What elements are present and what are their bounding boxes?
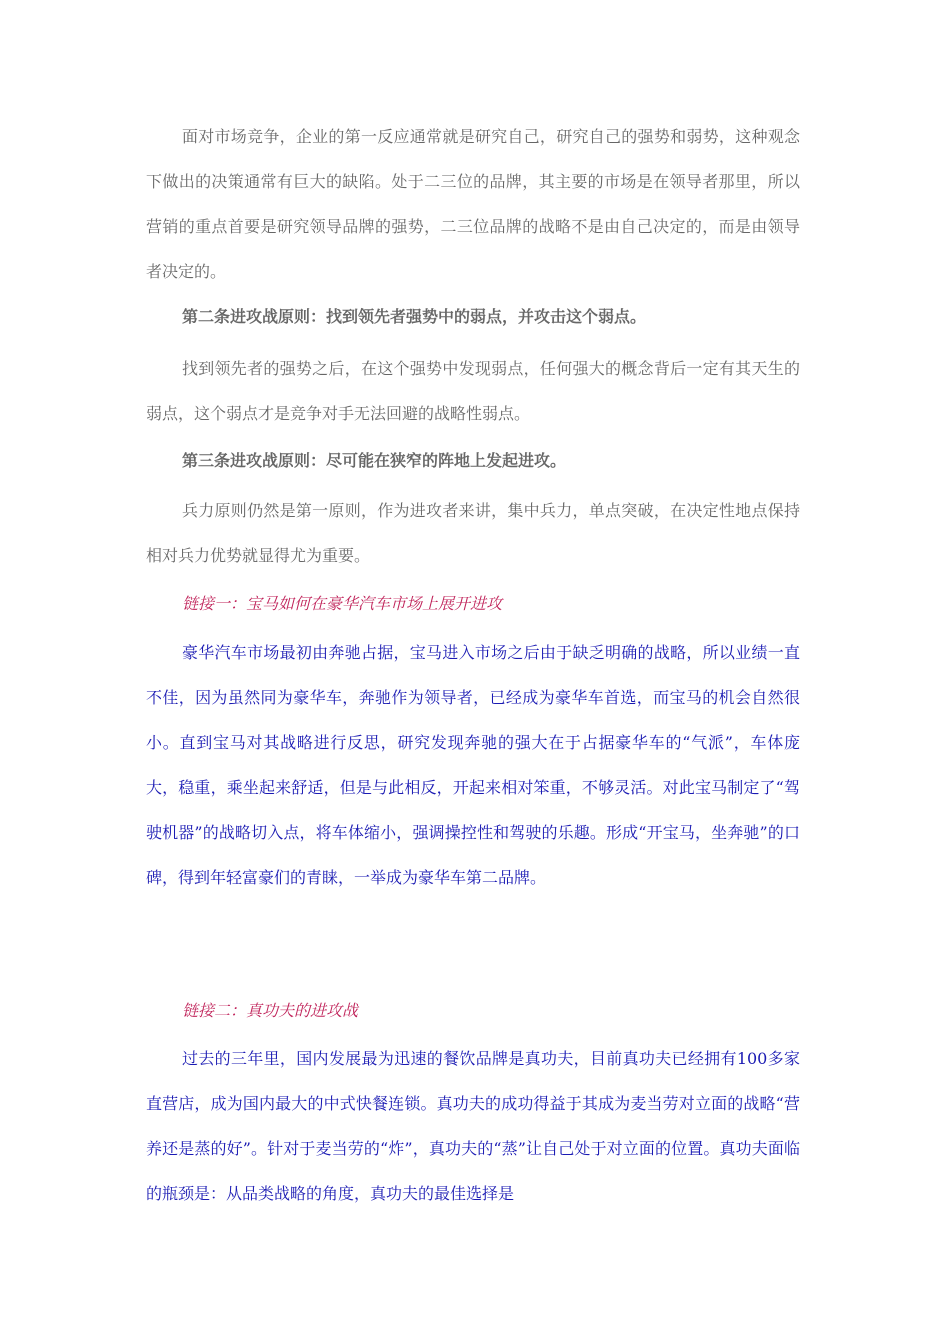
link2-body: 过去的三年里，国内发展最为迅速的餐饮品牌是真功夫，目前真功夫已经拥有100多家直营店，成为国内最大的中式快餐连锁。真功夫的成功得益于其成为麦当劳对立面的战略“营养还是蒸的好”。针对于麦当劳的“炸”，真功夫的“蒸”让自己处于对立面的位置。真功夫面临的瓶颈是：从品类战略的角度，真功夫的最佳选择是 [146, 1049, 800, 1203]
paragraph-find-weakness: 找到领先者的强势之后，在这个强势中发现弱点，任何强大的概念背后一定有其天生的弱点，这个弱点才是竞争对手无法回避的战略性弱点。 [146, 359, 800, 423]
link1-body: 豪华汽车市场最初由奔驰占据，宝马进入市场之后由于缺乏明确的战略，所以业绩一直不佳，因为虽然同为豪华车，奔驰作为领导者，已经成为豪华车首选，而宝马的机会自然很小。直到宝马对其战略进行反思，研究发现奔驰的强大在于占据豪华车的“气派”，车体庞大，稳重，乘坐起来舒适，但是与此相反，开起来相对笨重，不够灵活。对此宝马制定了“驾驶机器”的战略切入点，将车体缩小，强调操控性和驾驶的乐趣。形成“开宝马，坐奔驰”的口碑，得到年轻富豪们的青睐，一举成为豪华车第二品牌。 [146, 643, 800, 887]
link1-title: 链接一：宝马如何在豪华汽车市场上展开进攻 [182, 594, 503, 613]
paragraph-market-competition: 面对市场竞争，企业的第一反应通常就是研究自己，研究自己的强势和弱势，这种观念下做出的决策通常有巨大的缺陷。处于二三位的品牌，其主要的市场是在领导者那里，所以营销的重点首要是研究领导品牌的强势，二三位品牌的战略不是由自己决定的，而是由领导者决定的。 [146, 127, 800, 281]
paragraph-force-principle: 兵力原则仍然是第一原则，作为进攻者来讲，集中兵力，单点突破，在决定性地点保持相对兵力优势就显得尤为重要。 [146, 501, 800, 565]
link2-title: 链接二：真功夫的进攻战 [182, 1001, 359, 1020]
heading-second-principle: 第二条进攻战原则：找到领先者强势中的弱点，并攻击这个弱点。 [182, 307, 647, 326]
heading-third-principle: 第三条进攻战原则：尽可能在狭窄的阵地上发起进攻。 [182, 451, 567, 470]
